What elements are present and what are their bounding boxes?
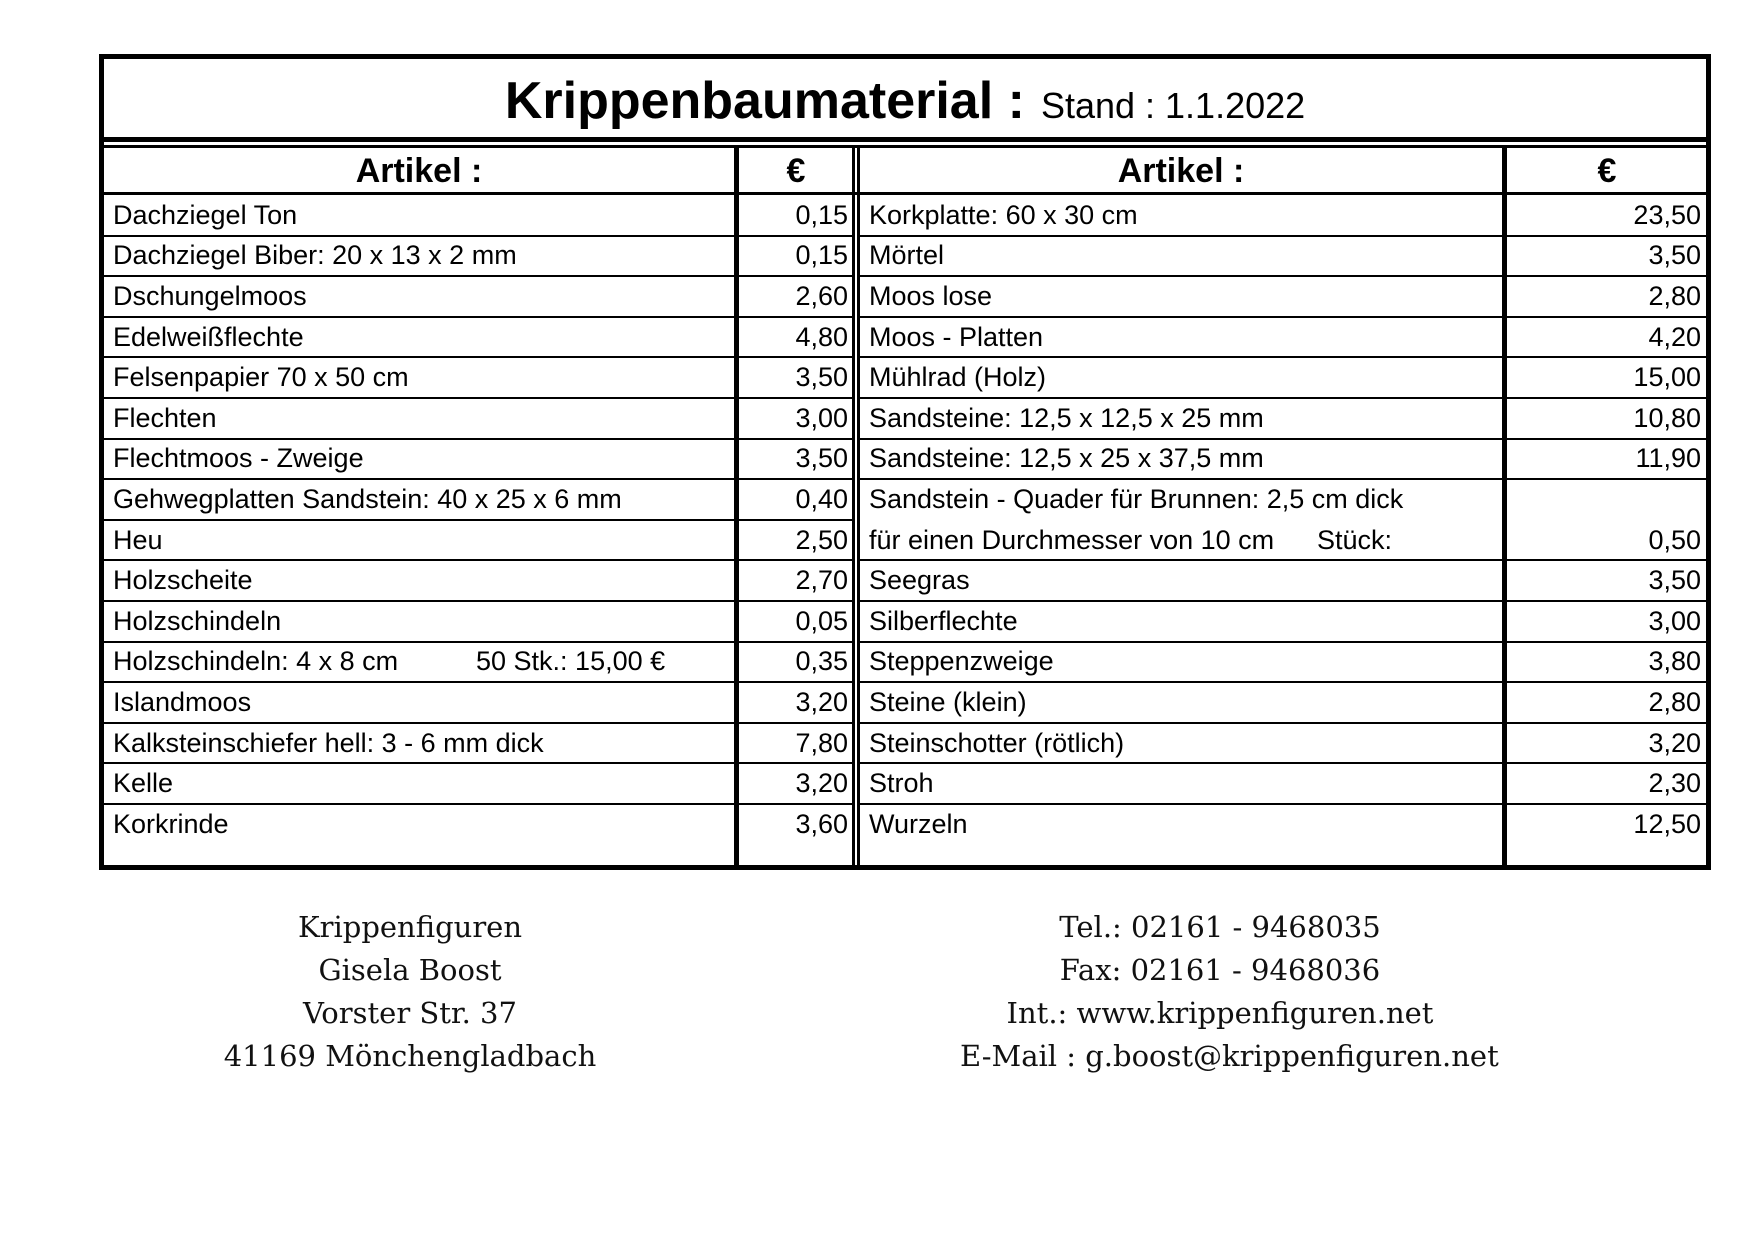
footer-website[interactable]: Int.: www.krippenfiguren.net xyxy=(1006,996,1434,1030)
left-item-price: 0,15 xyxy=(795,199,848,230)
left-item-name: Dschungelmoos xyxy=(113,280,307,311)
right-item-name: Seegras xyxy=(869,565,970,596)
right-item-name: Sandsteine: 12,5 x 12,5 x 25 mm xyxy=(869,402,1264,433)
left-item-price: 0,35 xyxy=(795,646,848,677)
right-item-price xyxy=(1510,479,1705,520)
right-item-name: Steinschotter (rötlich) xyxy=(869,727,1125,758)
title-separator-inner xyxy=(104,145,1706,148)
right-item-name: Steppenzweige xyxy=(869,646,1054,677)
left-item-name: Dachziegel Biber: 20 x 13 x 2 mm xyxy=(113,240,517,271)
right-item-name: Mörtel xyxy=(869,240,945,271)
footer-owner: Gisela Boost xyxy=(318,953,502,987)
right-item-name: Sandsteine: 12,5 x 25 x 37,5 mm xyxy=(869,443,1264,474)
right-item-name: Steine (klein) xyxy=(869,686,1027,717)
document-date: Stand : 1.1.2022 xyxy=(1040,85,1306,126)
right-item-name: Silberflechte xyxy=(869,605,1018,636)
left-item-price: 3,50 xyxy=(795,443,848,474)
right-item-price: 2,30 xyxy=(1648,768,1701,799)
right-item-price: 2,80 xyxy=(1648,686,1701,717)
left-item-name: Felsenpapier 70 x 50 cm xyxy=(113,362,409,393)
left-item-price: 2,50 xyxy=(795,524,848,555)
right-item-price: 2,80 xyxy=(1648,280,1701,311)
footer-fax: Fax: 02161 - 9468036 xyxy=(1059,953,1381,987)
right-item-price: 3,00 xyxy=(1648,605,1701,636)
left-item-name: Islandmoos xyxy=(113,686,252,717)
right-item-unit-label: Stück: xyxy=(1317,524,1393,555)
right-item-price: 23,50 xyxy=(1633,199,1701,230)
left-item-name: Holzscheite xyxy=(113,565,253,596)
left-item-name: Edelweißflechte xyxy=(113,321,304,352)
left-item-name: Flechten xyxy=(113,402,217,433)
footer-company: Krippenfiguren xyxy=(297,910,523,944)
left-item-name: Holzschindeln: 4 x 8 cm xyxy=(113,646,399,677)
left-item-price: 3,20 xyxy=(795,686,848,717)
right-item-name: für einen Durchmesser von 10 cm xyxy=(869,524,1275,555)
right-item-price: 11,90 xyxy=(1635,443,1701,474)
header-right-article: Artikel : xyxy=(1117,151,1245,190)
left-item-name: Dachziegel Ton xyxy=(113,199,298,230)
left-item-name: Kalksteinschiefer hell: 3 - 6 mm dick xyxy=(113,727,544,758)
left-item-name: Holzschindeln xyxy=(113,605,282,636)
header-right-price: € xyxy=(1597,151,1617,190)
right-item-price: 3,50 xyxy=(1648,565,1701,596)
document-title: Krippenbaumaterial : xyxy=(504,72,1025,130)
right-item-price: 3,50 xyxy=(1648,240,1701,271)
header-left-article: Artikel : xyxy=(355,151,483,190)
footer-email[interactable]: E-Mail : g.boost@krippenfiguren.net xyxy=(960,1039,1499,1073)
left-item-price: 3,00 xyxy=(795,402,848,433)
title-separator xyxy=(104,137,1706,142)
right-item-name: Sandstein - Quader für Brunnen: 2,5 cm dick xyxy=(869,483,1404,514)
header-left-price: € xyxy=(786,151,806,190)
col-divider-right-price xyxy=(1502,145,1507,865)
right-item-price: 3,20 xyxy=(1648,727,1701,758)
left-item-price: 7,80 xyxy=(795,727,848,758)
title-bar xyxy=(104,59,1706,143)
right-item-name: Moos lose xyxy=(869,280,993,311)
right-item-name: Korkplatte: 60 x 30 cm xyxy=(869,199,1138,230)
footer-address xyxy=(210,906,610,1078)
right-item-name: Wurzeln xyxy=(869,808,968,839)
col-divider-middle-a xyxy=(852,145,855,865)
right-item-name: Mühlrad (Holz) xyxy=(869,362,1047,393)
right-item-name: Moos - Platten xyxy=(869,321,1044,352)
price-list-table xyxy=(99,54,1711,870)
left-item-name: Korkrinde xyxy=(113,808,229,839)
footer-contact xyxy=(960,906,1499,1078)
right-item-price: 0,50 xyxy=(1648,524,1701,555)
right-item-price: 12,50 xyxy=(1633,808,1701,839)
left-item-price: 3,20 xyxy=(795,768,848,799)
left-item-price: 0,15 xyxy=(795,240,848,271)
right-item-price: 3,80 xyxy=(1648,646,1701,677)
right-item-price: 15,00 xyxy=(1633,362,1701,393)
left-item-bulk-price: 50 Stk.: 15,00 € xyxy=(476,646,666,677)
footer-phone: Tel.: 02161 - 9468035 xyxy=(1059,910,1381,944)
left-item-price: 2,70 xyxy=(795,565,848,596)
left-item-name: Flechtmoos - Zweige xyxy=(113,443,364,474)
left-item-name: Gehwegplatten Sandstein: 40 x 25 x 6 mm xyxy=(113,483,622,514)
right-item-price: 10,80 xyxy=(1633,402,1701,433)
footer-city: 41169 Mönchengladbach xyxy=(223,1039,597,1073)
left-item-price: 3,50 xyxy=(795,362,848,393)
left-item-price: 4,80 xyxy=(795,321,848,352)
left-item-price: 3,60 xyxy=(795,808,848,839)
right-item-price: 4,20 xyxy=(1648,321,1701,352)
footer-street: Vorster Str. 37 xyxy=(303,996,517,1030)
col-divider-left-price xyxy=(734,145,739,865)
left-item-name: Kelle xyxy=(113,768,174,799)
right-item-name: Stroh xyxy=(869,768,934,799)
left-item-price: 2,60 xyxy=(795,280,848,311)
left-item-price: 0,40 xyxy=(795,483,848,514)
left-item-price: 0,05 xyxy=(795,605,848,636)
left-item-name: Heu xyxy=(113,524,163,555)
